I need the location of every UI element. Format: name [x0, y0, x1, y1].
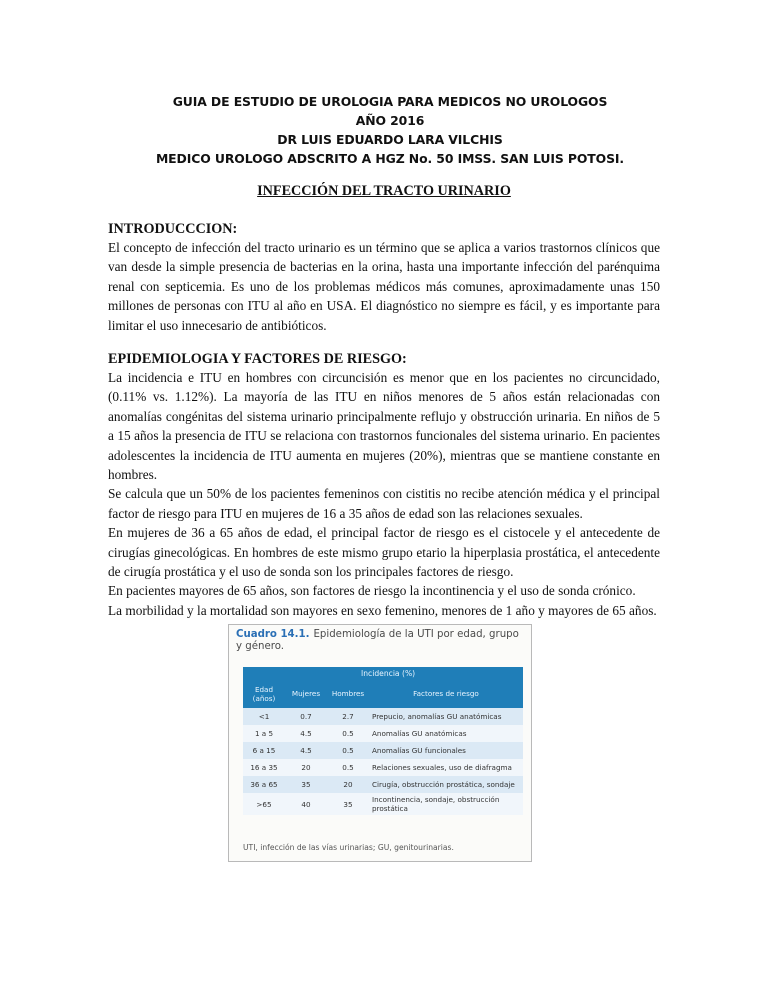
page-title: INFECCIÓN DEL TRACTO URINARIO — [257, 183, 511, 199]
cell-women: 35 — [285, 776, 327, 793]
table-row — [243, 725, 523, 742]
cell-men: 20 — [327, 776, 369, 793]
cell-men: 35 — [327, 793, 369, 815]
cell-age: >65 — [243, 793, 285, 815]
document-header — [100, 92, 680, 168]
cell-women: 4.5 — [285, 725, 327, 742]
epidemiology-paragraph: En pacientes mayores de 65 años, son factores de riesgo la incontinencia y el uso de sonda crónico. — [108, 583, 636, 599]
table-footnote: UTI, infección de las vías urinarias; GU, genitourinarias. — [243, 843, 454, 852]
cell-age: 16 a 35 — [243, 759, 285, 776]
cell-risk-factors: Anomalías GU funcionales — [369, 742, 523, 759]
table-header-row — [243, 681, 523, 708]
cell-men: 0.5 — [327, 759, 369, 776]
header-guide-title: GUIA DE ESTUDIO DE UROLOGIA PARA MEDICOS NO UROLOGOS — [172, 94, 608, 109]
epidemiology-paragraph: Se calcula que un 50% de los pacientes femeninos con cistitis no recibe atención médica y el principal factor de riesgo para ITU en mujeres de 16 a 35 años de edad son las relaciones sexuales. — [108, 486, 660, 521]
table-row — [243, 708, 523, 725]
cell-women: 0.7 — [285, 708, 327, 725]
cell-women: 4.5 — [285, 742, 327, 759]
column-header-age: Edad (años) — [243, 681, 285, 708]
cell-risk-factors: Prepucio, anomalías GU anatómicas — [369, 708, 523, 725]
table-row — [243, 793, 523, 815]
cell-women: 40 — [285, 793, 327, 815]
figure-number: Cuadro 14.1. — [236, 629, 310, 640]
header-affiliation: MEDICO UROLOGO ADSCRITO A HGZ No. 50 IMSS. SAN LUIS POTOSI. — [155, 151, 625, 166]
epidemiology-table-figure — [228, 624, 532, 862]
table-row — [243, 759, 523, 776]
intro-paragraph — [108, 238, 660, 335]
column-header-risk-factors: Factores de riesgo — [369, 681, 523, 708]
cell-men: 0.5 — [327, 725, 369, 742]
column-header-women: Mujeres — [285, 681, 327, 708]
epidemiology-heading: EPIDEMIOLOGIA Y FACTORES DE RIESGO: — [108, 351, 407, 367]
header-author: DR LUIS EDUARDO LARA VILCHIS — [277, 132, 503, 147]
table-row — [243, 776, 523, 793]
epidemiology-body — [108, 368, 660, 620]
table-row — [243, 742, 523, 759]
epidemiology-paragraph: En mujeres de 36 a 65 años de edad, el principal factor de riesgo es el cistocele y el antecedente de cirugías ginecológicas. En hombres de este mismo grupo etario la hiperplasia prostática, el antecedente de cirugía prostática y el uso de sonda son los principales factores de riesgo. — [108, 525, 660, 580]
cell-age: 1 a 5 — [243, 725, 285, 742]
cell-age: <1 — [243, 708, 285, 725]
uti-epidemiology-table — [243, 681, 523, 815]
cell-age: 6 a 15 — [243, 742, 285, 759]
figure-caption — [236, 629, 526, 654]
cell-risk-factors: Incontinencia, sondaje, obstrucción prostática — [369, 793, 523, 815]
cell-men: 2.7 — [327, 708, 369, 725]
cell-age: 36 a 65 — [243, 776, 285, 793]
intro-text: El concepto de infección del tracto urinario es un término que se aplica a varios trastornos clínicos que van desde la simple presencia de bacterias en la orina, hasta una importante infección del parénquima renal con septicemia. Es uno de los problemas médicos más comunes, aproximadamente unas 150 millones de personas con ITU al año en USA. El diagnóstico no siempre es fácil, y es importante para limitar el uso innecesario de antibióticos. — [108, 240, 660, 333]
incidence-band — [243, 667, 523, 681]
cell-women: 20 — [285, 759, 327, 776]
cell-men: 0.5 — [327, 742, 369, 759]
cell-risk-factors: Anomalías GU anatómicas — [369, 725, 523, 742]
incidence-band-label: Incidencia (%) — [361, 669, 416, 678]
cell-risk-factors: Cirugía, obstrucción prostática, sondaje — [369, 776, 523, 793]
column-header-men: Hombres — [327, 681, 369, 708]
epidemiology-paragraph: La morbilidad y la mortalidad son mayores en sexo femenino, menores de 1 año y mayores de 65 años. — [108, 602, 657, 618]
cell-risk-factors: Relaciones sexuales, uso de diafragma — [369, 759, 523, 776]
intro-heading: INTRODUCCCION: — [108, 221, 238, 237]
figure-caption-text: Epidemiología de la UTI por edad, grupo y género. — [236, 629, 519, 653]
header-year: AÑO 2016 — [355, 113, 425, 128]
epidemiology-paragraph: La incidencia e ITU en hombres con circuncisión es menor que en los pacientes no circuncidado, (0.11% vs. 1.12%). La mayoría de las ITU en niños menores de 5 años están relacionadas con anomalías congénitas del sistema urinario principalmente reflujo y obstrucción urinaria. En niños de 5 a 15 años la presencia de ITU se relaciona con trastornos funcionales del sistema urinario. En pacientes adolescentes la incidencia de ITU aumenta en mujeres (20%), mientras que se mantiene constante en hombres. — [108, 370, 660, 483]
